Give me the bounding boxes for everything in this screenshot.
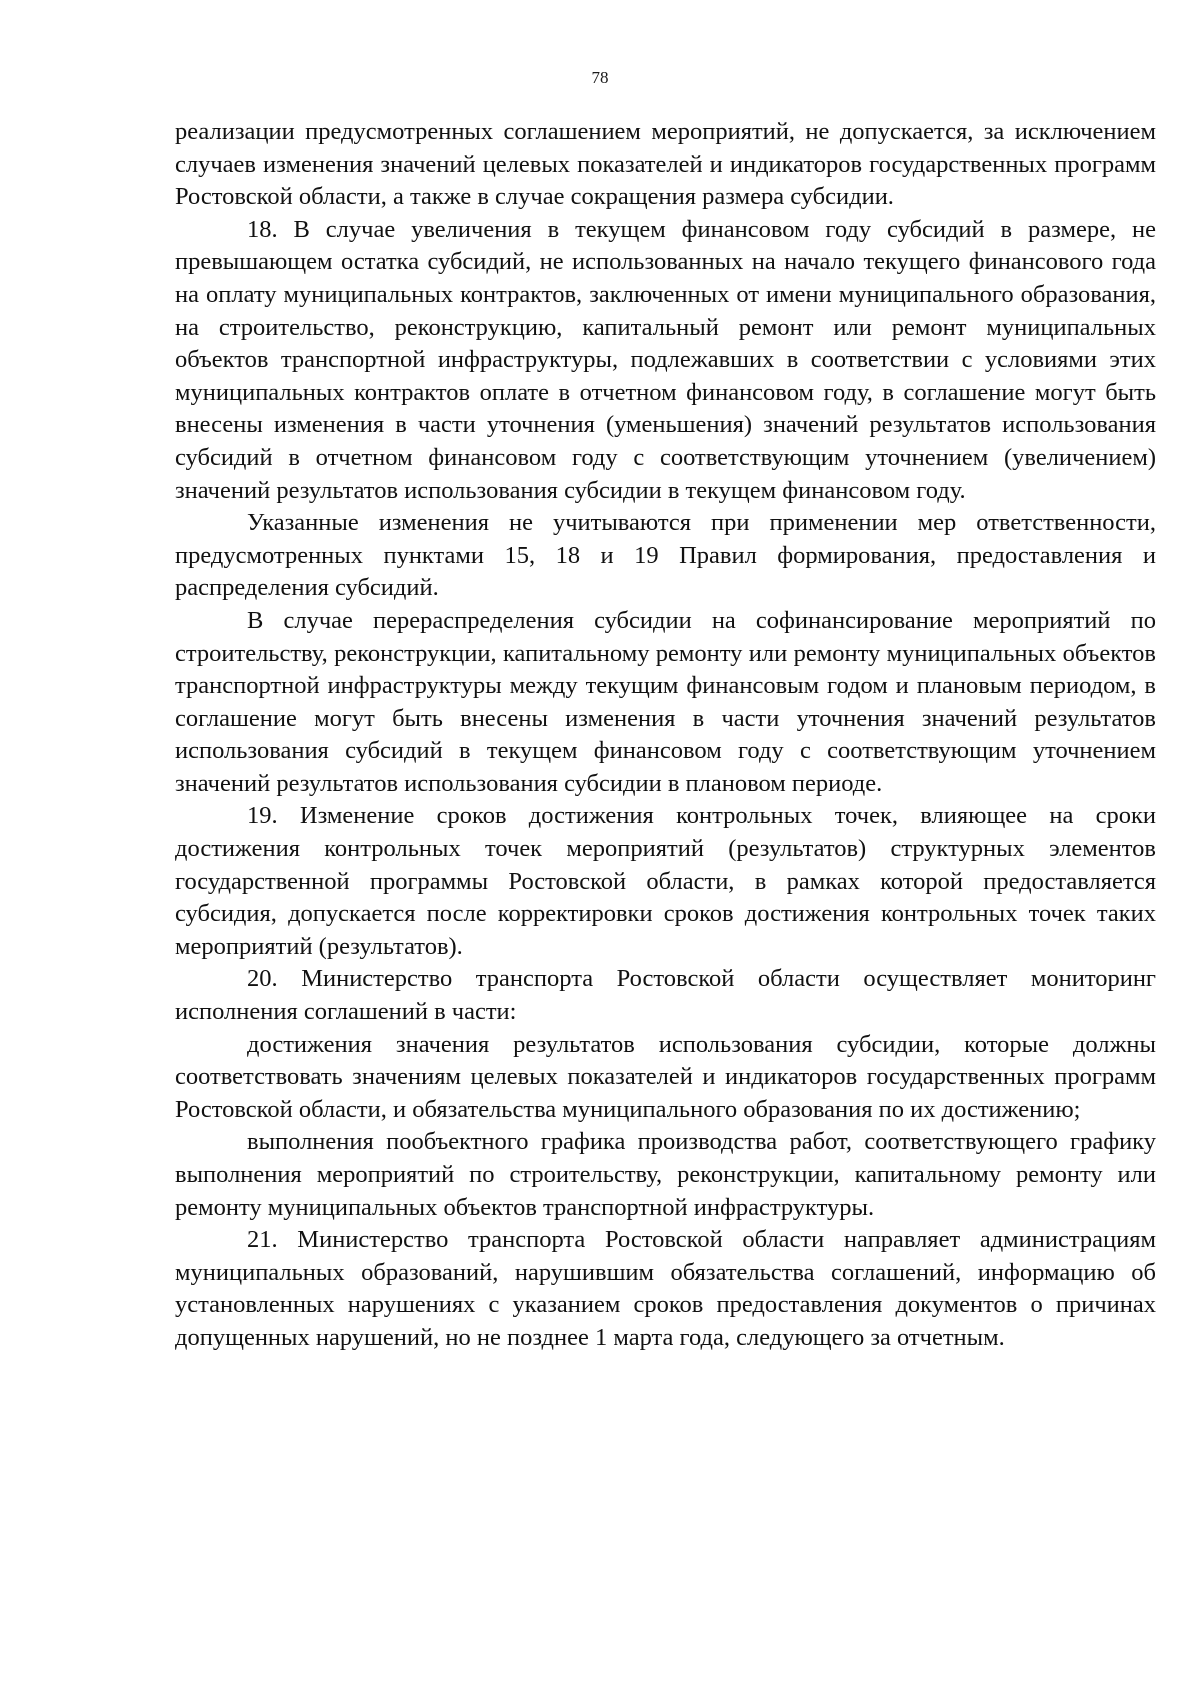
paragraph-redistribution: В случае перераспределения субсидии на софинансирование мероприятий по строительству, реконструкции, капитальному ремонту или ремонту муниципальных объектов транспортной инфраструктуры между текущим финансовым годом и плановым периодом, в соглашение могут быть внесены изменения в части уточнения значений результатов использования субсидий в текущем финансовом году с соответствующим уточнением значений результатов использования субсидии в плановом периоде.: [175, 606, 1156, 797]
paragraph-exceptions: Указанные изменения не учитываются при применении мер ответственности, предусмотренных пунктами 15, 18 и 19 Правил формирования, предоставления и распределения субсидий.: [175, 509, 1156, 602]
paragraph-continuation: реализации предусмотренных соглашением мероприятий, не допускается, за исключением случаев изменения значений целевых показателей и индикаторов государственных программ Ростовской области, а также в случае сокращения размера субсидии.: [175, 118, 1156, 211]
paragraph-item-20-results: достижения значения результатов использования субсидии, которые должны соответствовать значениям целевых показателей и индикаторов государственных программ Ростовской области, и обязательства муниципального образования по их достижению;: [175, 1030, 1156, 1123]
paragraph-item-21: 21. Министерство транспорта Ростовской области направляет администрациям муниципальных образований, нарушившим обязательства соглашений, информацию об установленных нарушениях с указанием сроков предоставления документов о причинах допущенных нарушений, но не позднее 1 марта года, следующего за отчетным.: [175, 1226, 1156, 1351]
paragraph-item-18: 18. В случае увеличения в текущем финансовом году субсидий в размере, не превышающем остатка субсидий, не использованных на начало текущего финансового года на оплату муниципальных контрактов, заключенных от имени муниципального образования, на строительство, реконструкцию, капитальный ремонт или ремонт муниципальных объектов транспортной инфраструктуры, подлежавших в соответствии с условиями этих муниципальных контрактов оплате в отчетном финансовом году, в соглашение могут быть внесены изменения в части уточнения (уменьшения) значений результатов использования субсидий в отчетном финансовом году с соответствующим уточнением (увеличением) значений результатов использования субсидии в текущем финансовом году.: [175, 215, 1156, 504]
paragraph-item-19: 19. Изменение сроков достижения контрольных точек, влияющее на сроки достижения контрольных точек мероприятий (результатов) структурных элементов государственной программы Ростовской области, в рамках которой предоставляется субсидия, допускается после корректировки сроков достижения контрольных точек таких мероприятий (результатов).: [175, 802, 1156, 960]
paragraph-item-20-schedule: выполнения пообъектного графика производства работ, соответствующего графику выполнения мероприятий по строительству, реконструкции, капитальному ремонту или ремонту муниципальных объектов транспортной инфраструктуры.: [175, 1128, 1156, 1221]
page-number: 78: [591, 68, 609, 87]
paragraph-item-20: 20. Министерство транспорта Ростовской области осуществляет мониторинг исполнения соглашений в части:: [175, 965, 1156, 1026]
document-body: [175, 116, 1156, 1355]
